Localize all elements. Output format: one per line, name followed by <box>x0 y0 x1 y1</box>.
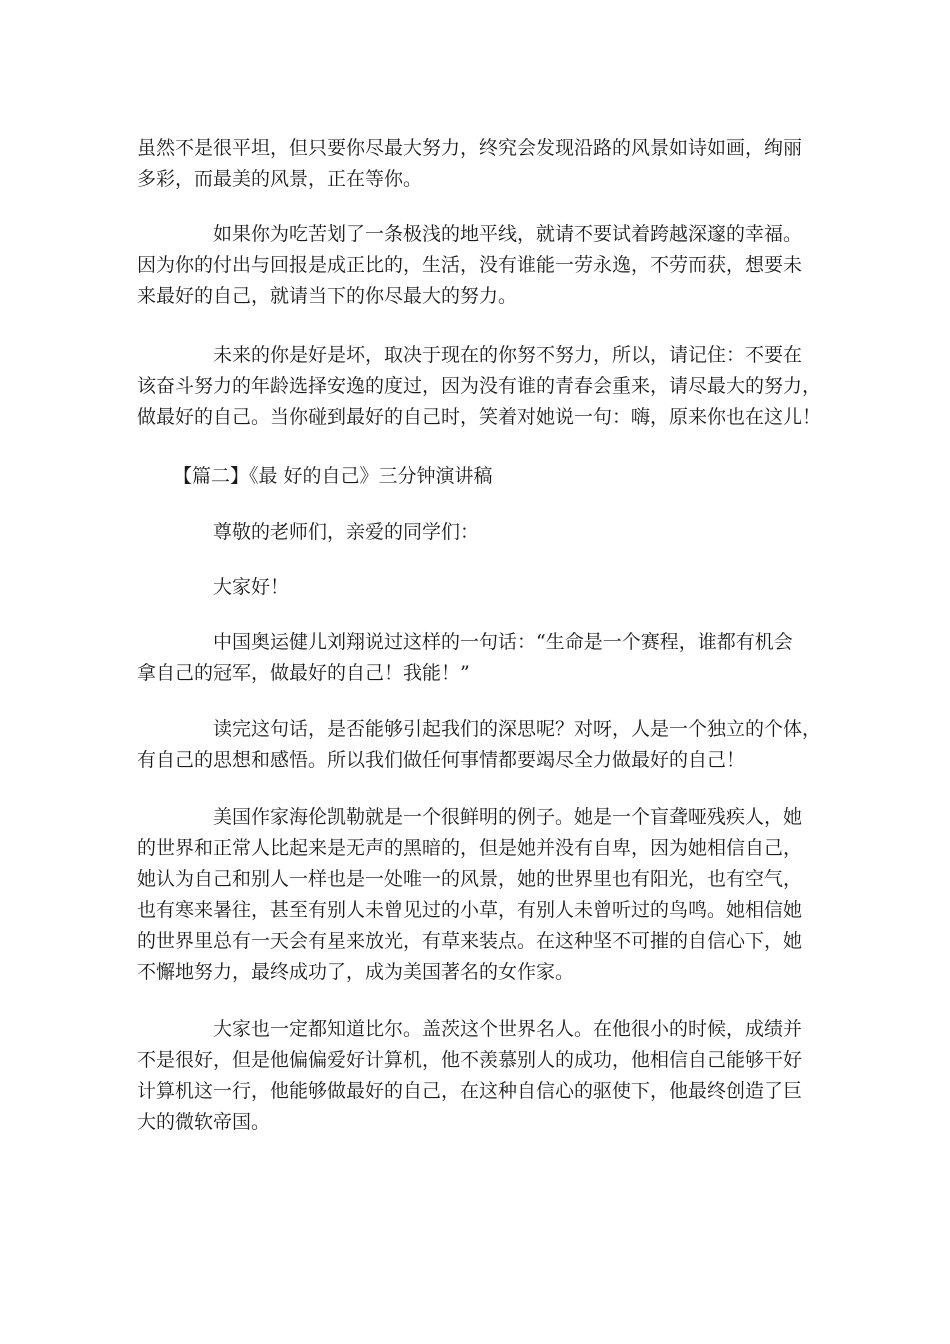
text-line: 拿自己的冠军，做最好的自己！我能！” <box>137 662 470 684</box>
speech-greeting <box>137 517 827 548</box>
text-line: 计算机这一行，他能够做最好的自己，在这种自信心的驱使下，他最终创造了巨 <box>137 1080 803 1102</box>
text-line: 大的微软帝国。 <box>137 1111 271 1133</box>
text-line: 该奋斗努力的年龄选择安逸的度过，因为没有谁的青春会重来，请尽最大的努力， <box>137 375 822 397</box>
section-heading: 【篇二】《最 好的自己》三分钟演讲稿 <box>173 465 493 487</box>
paragraph-hardship-horizon <box>137 219 827 312</box>
text-line: 未来的你是好是坏，取决于现在的你努不努力，所以，请记住：不要在 <box>213 344 803 366</box>
text-line: 不是很好，但是他偏偏爱好计算机，他不羡慕别人的成功，他相信自己能够干好 <box>137 1049 803 1071</box>
speech-reflection <box>137 714 827 776</box>
text-line: 也有寒来暑往，甚至有别人未曾见过的小草，有别人未曾听过的鸟鸣。她相信她 <box>137 899 803 921</box>
text-line: 的世界和正常人比起来是无声的黑暗的，但是她并没有自卑，因为她相信自己， <box>137 837 803 859</box>
text-line: 多彩，而最美的风景，正在等你。 <box>137 168 423 190</box>
paragraph-future-you <box>137 340 827 433</box>
text-line: 来最好的自己，就请当下的你尽最大的努力。 <box>137 285 518 307</box>
speech-bill-gates <box>137 1014 827 1138</box>
speech-hello <box>137 572 827 603</box>
text-line: 做最好的自己。当你碰到最好的自己时，笑着对她说一句：嗨，原来你也在这儿！ <box>137 406 822 428</box>
text-line: 中国奥运健儿刘翔说过这样的一句话：“生命是一个赛程，谁都有机会 <box>213 631 793 653</box>
text-line: 的世界里总有一天会有星来放光，有草来装点。在这种坚不可摧的自信心下，她 <box>137 930 803 952</box>
text-line: 大家也一定都知道比尔。盖茨这个世界名人。在他很小的时候，成绩并 <box>213 1018 803 1040</box>
text-line: 她认为自己和别人一样也是一处唯一的风景，她的世界里也有阳光，也有空气， <box>137 868 803 890</box>
text-line: 读完这句话，是否能够引起我们的深思呢？对呀，人是一个独立的个体， <box>213 718 822 740</box>
text-line: 尊敬的老师们，亲爱的同学们： <box>213 521 480 543</box>
text-line: 大家好！ <box>213 576 290 598</box>
text-line: 虽然不是很平坦，但只要你尽最大努力，终究会发现沿路的风景如诗如画，绚丽 <box>137 137 803 159</box>
text-line: 因为你的付出与回报是成正比的，生活，没有谁能一劳永逸，不劳而获，想要未 <box>137 254 803 276</box>
speech-liuxiang-quote <box>137 627 827 689</box>
text-line: 如果你为吃苦划了一条极浅的地平线，就请不要试着跨越深邃的幸福。 <box>213 223 803 245</box>
paragraph-road-scenery <box>137 133 827 195</box>
speech-helen-keller <box>137 802 827 988</box>
text-line: 美国作家海伦凯勒就是一个很鲜明的例子。她是一个盲聋哑残疾人，她 <box>213 806 803 828</box>
text-line: 有自己的思想和感悟。所以我们做任何事情都要竭尽全力做最好的自己！ <box>137 749 746 771</box>
text-line: 不懈地努力，最终成功了，成为美国著名的女作家。 <box>137 961 575 983</box>
